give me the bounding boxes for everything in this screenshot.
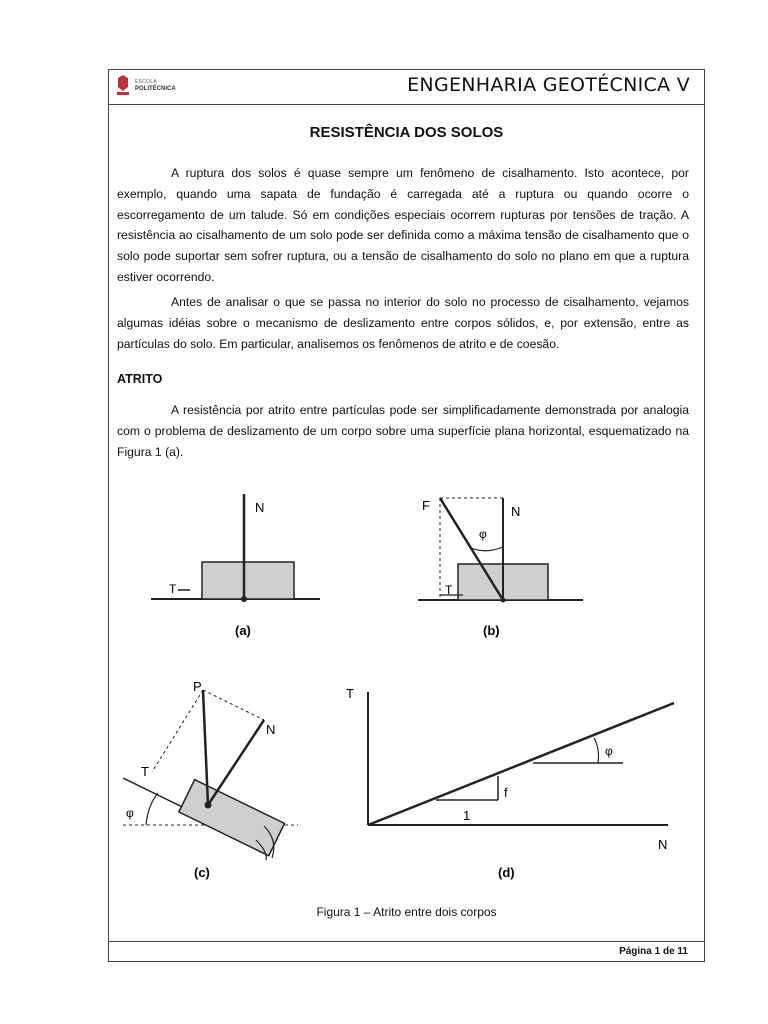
- panel-b-contact-point: [501, 598, 506, 603]
- paragraph-2: [117, 292, 689, 354]
- section-heading-atrito: ATRITO: [117, 372, 163, 386]
- paragraph-1: [117, 163, 689, 288]
- paragraph-1-text: A ruptura dos solos é quase sempre um fenômeno de cisalhamento. Isto acontece, por exemplo, quando uma sapata de fundação é carregada até a ruptura ou quando ocorre o escorregamento de um talude. Só em condições especiais ocorrem rupturas por tensões de tração. A resistência ao cisalhamento de um solo pode ser definida como a máxima tensão de cisalhamento que o solo pode suportar sem sofrer ruptura, ou a tensão de cisalhamento do solo no plano em que a ruptura estiver ocorrendo.: [117, 166, 689, 284]
- panel-c-p-label: P: [193, 679, 202, 694]
- header-title: ENGENHARIA GEOTÉCNICA V: [407, 74, 690, 96]
- figure-1: [118, 480, 704, 890]
- header-divider: [108, 104, 705, 105]
- panel-b-caption: (b): [483, 623, 500, 638]
- panel-b-phi-arc: [471, 547, 503, 551]
- panel-d-f-label: f: [504, 785, 508, 800]
- panel-b: [418, 498, 583, 638]
- panel-b-f-label: F: [422, 498, 430, 513]
- paragraph-3: [117, 400, 689, 462]
- logo-line-2: POLITÉCNICA: [135, 86, 176, 92]
- panel-b-n-label: N: [511, 504, 521, 519]
- panel-a-caption: (a): [235, 623, 251, 638]
- panel-d-one-label: 1: [463, 808, 471, 823]
- figure-caption: Figura 1 – Atrito entre dois corpos: [316, 905, 497, 919]
- page-number: Página 1 de 11: [619, 946, 688, 957]
- panel-d-phi-arc: [594, 738, 599, 763]
- panel-b-t-label: T: [445, 583, 453, 597]
- school-logo: [116, 75, 186, 99]
- paragraph-3-text: A resistência por atrito entre partículas pode ser simplificadamente demonstrada por analogia com o problema de deslizamento de um corpo sobre uma superfície plana horizontal, esquematizado na Figura 1 (a).: [117, 403, 689, 459]
- panel-d-strength-line: [368, 703, 674, 825]
- panel-c-normal-force: [208, 720, 264, 805]
- panel-a: [151, 494, 320, 638]
- panel-c-phi-label: φ: [126, 806, 134, 820]
- panel-c-contact-point: [205, 802, 212, 809]
- panel-d-caption: (d): [498, 865, 515, 880]
- panel-d: [346, 686, 674, 880]
- panel-a-block: [202, 562, 294, 599]
- logo-line-1: ESCOLA: [135, 79, 158, 85]
- panel-c-caption: (c): [194, 865, 210, 880]
- panel-a-t-label: T: [169, 582, 177, 596]
- panel-d-n-label: N: [658, 837, 668, 852]
- paragraph-2-text: Antes de analisar o que se passa no interior do solo no processo de cisalhamento, vejamos algumas idéias sobre o mecanismo de deslizamento entre corpos sólidos, e, por extensão, entre as partículas do solo. Em particular, analisemos os fenômenos de atrito e de coesão.: [117, 295, 689, 351]
- panel-d-t-label: T: [346, 686, 354, 701]
- crest-icon: [116, 75, 130, 97]
- panel-c-n-label: N: [266, 722, 276, 737]
- panel-c: [123, 679, 298, 880]
- panel-c-left-dotted: [152, 690, 203, 772]
- panel-b-phi-label: φ: [479, 527, 487, 541]
- panel-c-top-dotted: [203, 690, 264, 720]
- footer-divider: [108, 941, 705, 942]
- panel-d-phi-label: φ: [605, 744, 613, 758]
- panel-c-block: [179, 780, 285, 856]
- panel-c-phi-arc-left: [146, 793, 158, 825]
- document-title: RESISTÊNCIA DOS SOLOS: [309, 124, 504, 141]
- panel-a-n-label: N: [255, 500, 265, 515]
- panel-a-contact-point: [241, 596, 247, 602]
- panel-c-t-label: T: [141, 764, 149, 779]
